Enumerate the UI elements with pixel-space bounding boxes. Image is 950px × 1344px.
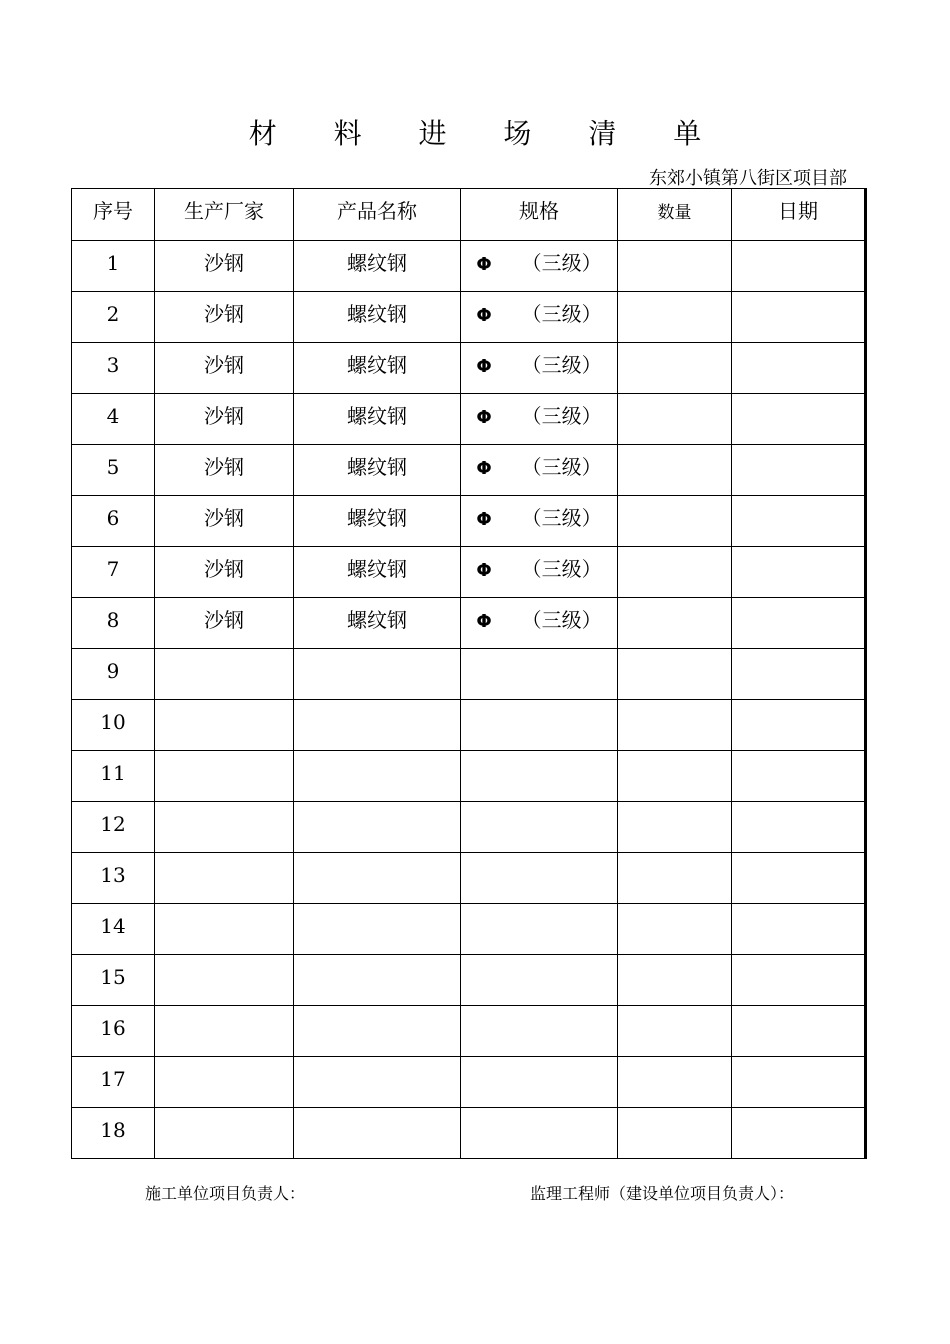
cell-product xyxy=(294,1006,461,1057)
table-header-row xyxy=(72,189,866,241)
cell-maker: 沙钢 xyxy=(155,343,294,394)
column-header-date: 日期 xyxy=(732,189,866,241)
cell-spec xyxy=(461,1108,618,1159)
column-header-quantity: 数量 xyxy=(618,189,732,241)
cell-product xyxy=(294,649,461,700)
cell-date xyxy=(732,1006,866,1057)
steel-grade: （三级） xyxy=(521,455,602,479)
cell-no: 11 xyxy=(72,751,155,802)
table-row xyxy=(72,904,866,955)
cell-quantity xyxy=(618,343,732,394)
cell-maker xyxy=(155,1057,294,1108)
cell-maker: 沙钢 xyxy=(155,394,294,445)
cell-quantity xyxy=(618,700,732,751)
cell-maker: 沙钢 xyxy=(155,547,294,598)
cell-spec xyxy=(461,904,618,955)
cell-date xyxy=(732,955,866,1006)
cell-maker xyxy=(155,955,294,1006)
cell-maker xyxy=(155,802,294,853)
cell-date xyxy=(732,1108,866,1159)
table-row xyxy=(72,445,866,496)
steel-grade: （三级） xyxy=(521,251,602,275)
cell-quantity xyxy=(618,241,732,292)
cell-no: 7 xyxy=(72,547,155,598)
cell-date xyxy=(732,904,866,955)
cell-no: 9 xyxy=(72,649,155,700)
cell-product xyxy=(294,853,461,904)
cell-date xyxy=(732,853,866,904)
material-table xyxy=(71,188,867,1159)
cell-date xyxy=(732,394,866,445)
diameter-symbol: Φ xyxy=(476,611,492,632)
contractor-signature-label: 施工单位项目负责人： xyxy=(145,1184,306,1203)
cell-date xyxy=(732,343,866,394)
cell-maker xyxy=(155,1108,294,1159)
cell-maker: 沙钢 xyxy=(155,445,294,496)
table-row xyxy=(72,1057,866,1108)
cell-date xyxy=(732,241,866,292)
cell-no: 12 xyxy=(72,802,155,853)
cell-spec xyxy=(461,1006,618,1057)
column-header-no: 序号 xyxy=(72,189,155,241)
column-header-spec: 规格 xyxy=(461,189,618,241)
diameter-symbol: Φ xyxy=(476,458,492,479)
table-row xyxy=(72,649,866,700)
cell-quantity xyxy=(618,547,732,598)
cell-maker: 沙钢 xyxy=(155,496,294,547)
cell-no: 2 xyxy=(72,292,155,343)
table-row xyxy=(72,547,866,598)
cell-date xyxy=(732,700,866,751)
cell-spec xyxy=(461,343,618,394)
cell-product: 螺纹钢 xyxy=(294,496,461,547)
table-row xyxy=(72,751,866,802)
cell-product: 螺纹钢 xyxy=(294,598,461,649)
cell-spec xyxy=(461,1057,618,1108)
table-row xyxy=(72,1108,866,1159)
cell-quantity xyxy=(618,1108,732,1159)
cell-quantity xyxy=(618,904,732,955)
cell-no: 4 xyxy=(72,394,155,445)
cell-no: 10 xyxy=(72,700,155,751)
table-row xyxy=(72,802,866,853)
table-row xyxy=(72,496,866,547)
cell-quantity xyxy=(618,955,732,1006)
diameter-symbol: Φ xyxy=(476,560,492,581)
table-row xyxy=(72,598,866,649)
cell-quantity xyxy=(618,1057,732,1108)
cell-spec xyxy=(461,292,618,343)
table-row xyxy=(72,292,866,343)
cell-spec xyxy=(461,853,618,904)
cell-spec xyxy=(461,751,618,802)
cell-date xyxy=(732,547,866,598)
document-title: 材 料 进 场 清 单 xyxy=(248,117,726,150)
cell-quantity xyxy=(618,1006,732,1057)
cell-no: 8 xyxy=(72,598,155,649)
cell-date xyxy=(732,445,866,496)
cell-quantity xyxy=(618,598,732,649)
cell-product xyxy=(294,751,461,802)
cell-maker xyxy=(155,1006,294,1057)
cell-product xyxy=(294,904,461,955)
cell-date xyxy=(732,751,866,802)
cell-maker xyxy=(155,853,294,904)
table-row xyxy=(72,700,866,751)
steel-grade: （三级） xyxy=(521,608,602,632)
cell-spec xyxy=(461,241,618,292)
cell-spec xyxy=(461,598,618,649)
cell-date xyxy=(732,1057,866,1108)
cell-product: 螺纹钢 xyxy=(294,547,461,598)
diameter-symbol: Φ xyxy=(476,356,492,377)
cell-maker xyxy=(155,700,294,751)
table-row xyxy=(72,241,866,292)
cell-quantity xyxy=(618,802,732,853)
cell-product: 螺纹钢 xyxy=(294,292,461,343)
cell-spec xyxy=(461,394,618,445)
cell-product: 螺纹钢 xyxy=(294,394,461,445)
table-row xyxy=(72,955,866,1006)
cell-date xyxy=(732,598,866,649)
steel-grade: （三级） xyxy=(521,353,602,377)
table-row xyxy=(72,853,866,904)
cell-date xyxy=(732,292,866,343)
cell-date xyxy=(732,649,866,700)
cell-quantity xyxy=(618,445,732,496)
cell-no: 17 xyxy=(72,1057,155,1108)
project-department: 东郊小镇第八街区项目部 xyxy=(649,168,847,189)
column-header-maker: 生产厂家 xyxy=(155,189,294,241)
cell-quantity xyxy=(618,394,732,445)
cell-product: 螺纹钢 xyxy=(294,241,461,292)
cell-spec xyxy=(461,802,618,853)
column-header-product: 产品名称 xyxy=(294,189,461,241)
cell-no: 18 xyxy=(72,1108,155,1159)
cell-product xyxy=(294,955,461,1006)
cell-product xyxy=(294,1108,461,1159)
cell-no: 14 xyxy=(72,904,155,955)
cell-spec xyxy=(461,649,618,700)
cell-product xyxy=(294,700,461,751)
table-row xyxy=(72,343,866,394)
cell-product xyxy=(294,802,461,853)
cell-quantity xyxy=(618,292,732,343)
cell-maker: 沙钢 xyxy=(155,292,294,343)
cell-date xyxy=(732,496,866,547)
supervisor-signature-label: 监理工程师（建设单位项目负责人）： xyxy=(530,1184,795,1203)
steel-grade: （三级） xyxy=(521,557,602,581)
steel-grade: （三级） xyxy=(521,506,602,530)
diameter-symbol: Φ xyxy=(476,407,492,428)
steel-grade: （三级） xyxy=(521,404,602,428)
cell-no: 5 xyxy=(72,445,155,496)
cell-maker: 沙钢 xyxy=(155,598,294,649)
cell-no: 6 xyxy=(72,496,155,547)
cell-no: 16 xyxy=(72,1006,155,1057)
table-row xyxy=(72,394,866,445)
cell-spec xyxy=(461,700,618,751)
cell-maker xyxy=(155,904,294,955)
diameter-symbol: Φ xyxy=(476,305,492,326)
cell-date xyxy=(732,802,866,853)
cell-maker xyxy=(155,649,294,700)
cell-quantity xyxy=(618,496,732,547)
cell-product: 螺纹钢 xyxy=(294,343,461,394)
cell-quantity xyxy=(618,853,732,904)
table-row xyxy=(72,1006,866,1057)
cell-product: 螺纹钢 xyxy=(294,445,461,496)
cell-no: 13 xyxy=(72,853,155,904)
cell-quantity xyxy=(618,751,732,802)
cell-maker xyxy=(155,751,294,802)
cell-spec xyxy=(461,955,618,1006)
cell-product xyxy=(294,1057,461,1108)
diameter-symbol: Φ xyxy=(476,254,492,275)
diameter-symbol: Φ xyxy=(476,509,492,530)
cell-quantity xyxy=(618,649,732,700)
cell-no: 1 xyxy=(72,241,155,292)
cell-no: 3 xyxy=(72,343,155,394)
cell-spec xyxy=(461,445,618,496)
cell-no: 15 xyxy=(72,955,155,1006)
cell-spec xyxy=(461,496,618,547)
cell-spec xyxy=(461,547,618,598)
cell-maker: 沙钢 xyxy=(155,241,294,292)
steel-grade: （三级） xyxy=(521,302,602,326)
